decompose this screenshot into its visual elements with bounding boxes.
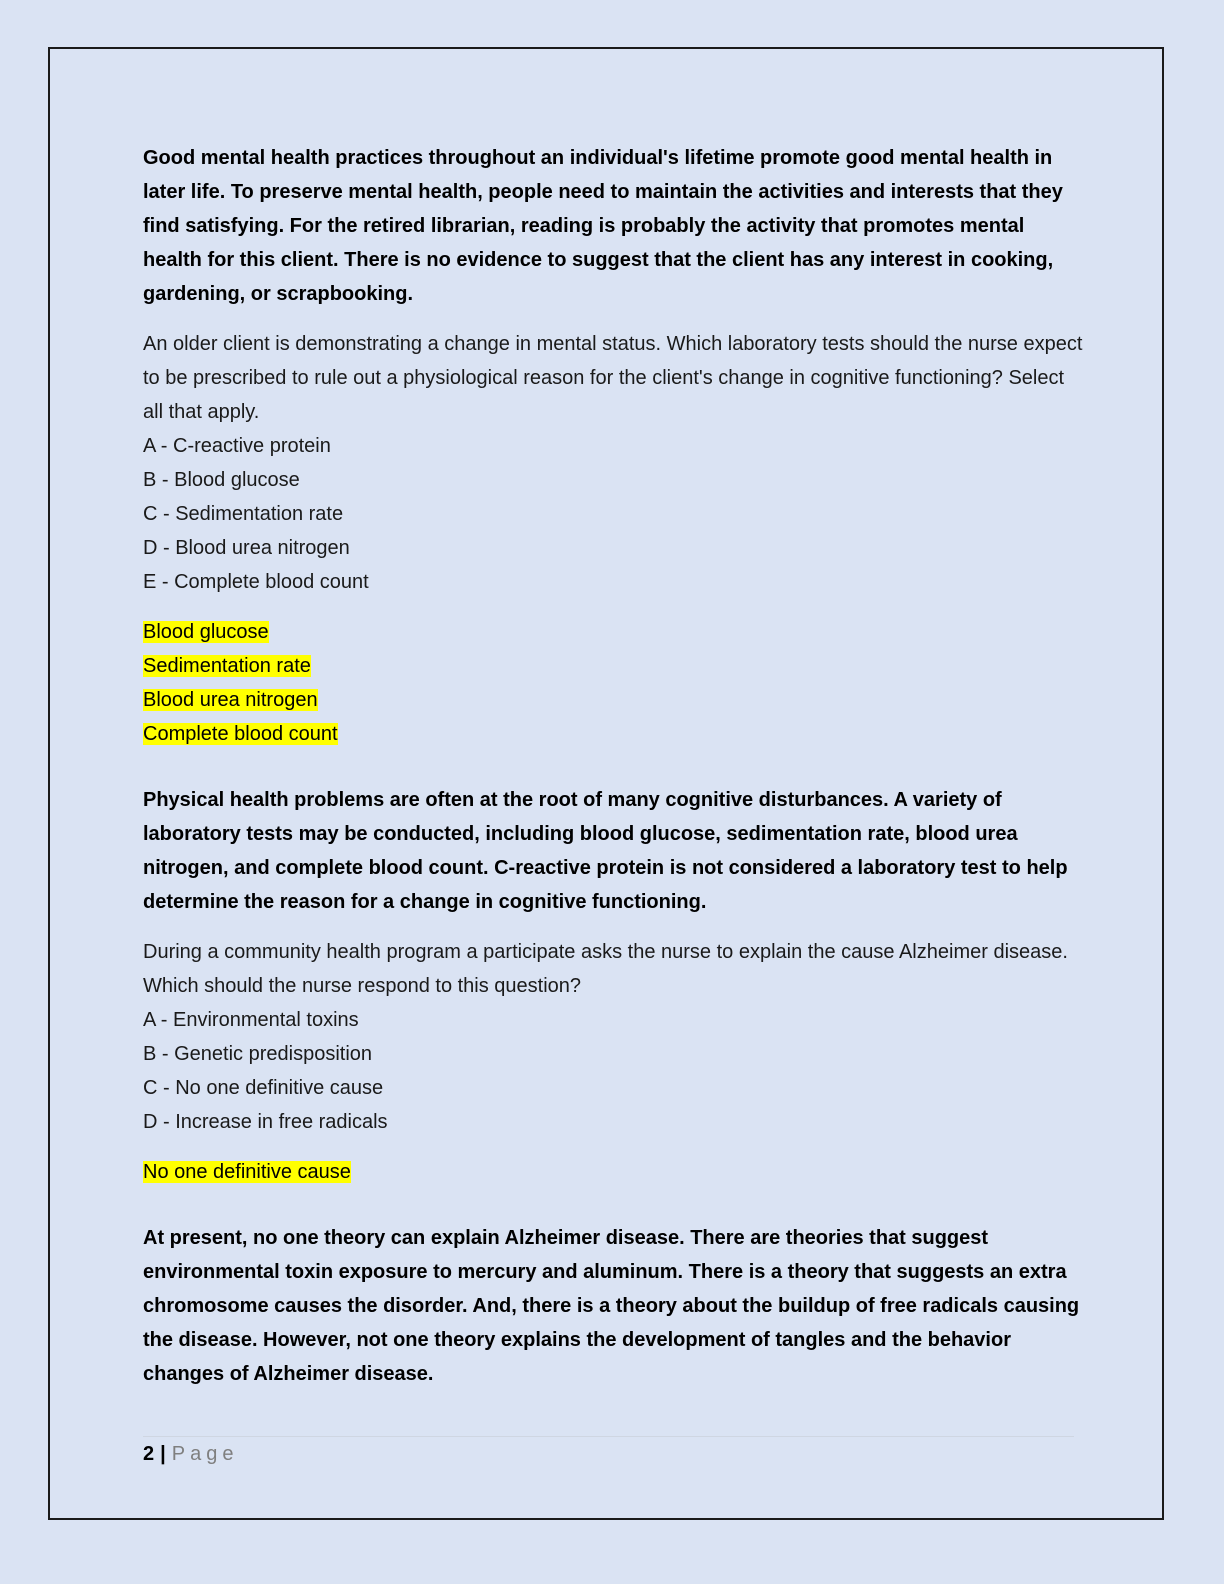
- option-item: A - Environmental toxins: [143, 1009, 359, 1031]
- question-3-options: [143, 1003, 1083, 1139]
- question-2-answers: [143, 615, 1083, 751]
- page-label: Page: [171, 1443, 239, 1465]
- question-3-answers: [143, 1155, 1083, 1189]
- rationale-paragraph-1: Good mental health practices throughout an individual's lifetime promote good mental health in later life. To preserve mental health, people need to maintain the activities and interests that they find satisfying. For the retired librarian, reading is probably the activity that promotes mental health for this client. There is no evidence to suggest that the client has any interest in cooking, gardening, or scrapbooking.: [143, 147, 1063, 305]
- question-2-options: [143, 429, 1083, 599]
- highlighted-answer: Blood glucose: [143, 621, 269, 643]
- option-item: C - Sedimentation rate: [143, 503, 344, 525]
- footer-separator: |: [160, 1443, 166, 1465]
- highlighted-answer: Complete blood count: [143, 723, 338, 745]
- highlighted-answer: Blood urea nitrogen: [143, 689, 318, 711]
- question-2-stem: An older client is demonstrating a change in mental status. Which laboratory tests should the nurse expect to be prescribed to rule out a physiological reason for the client's change in cognitive functioning? Select all that apply.: [143, 333, 1083, 423]
- rationale-paragraph-3: At present, no one theory can explain Alzheimer disease. There are theories that suggest environmental toxin exposure to mercury and aluminum. There is a theory that suggests an extra chromosome causes the disorder. And, there is a theory about the buildup of free radicals causing the disease. However, not one theory explains the development of tangles and the behavior changes of Alzheimer disease.: [143, 1227, 1080, 1385]
- rationale-paragraph-2: Physical health problems are often at the root of many cognitive disturbances. A variety of laboratory tests may be conducted, including blood glucose, sedimentation rate, blood urea nitrogen, and complete blood count. C-reactive protein is not considered a laboratory test to help determine the reason for a change in cognitive functioning.: [143, 789, 1068, 913]
- option-item: D - Blood urea nitrogen: [143, 537, 350, 559]
- option-item: B - Blood glucose: [143, 469, 300, 491]
- footer-divider: [143, 1436, 1074, 1437]
- page-number: 2: [143, 1443, 155, 1465]
- option-item: E - Complete blood count: [143, 571, 369, 593]
- document-body: [143, 141, 1083, 1391]
- option-item: A - C-reactive protein: [143, 435, 331, 457]
- option-item: D - Increase in free radicals: [143, 1111, 388, 1133]
- option-item: C - No one definitive cause: [143, 1077, 384, 1099]
- option-item: B - Genetic predisposition: [143, 1043, 373, 1065]
- page-footer: [143, 1439, 238, 1469]
- highlighted-answer: Sedimentation rate: [143, 655, 311, 677]
- highlighted-answer: No one definitive cause: [143, 1161, 351, 1183]
- question-3-stem: During a community health program a participate asks the nurse to explain the cause Alzheimer disease. Which should the nurse respond to this question?: [143, 941, 1068, 997]
